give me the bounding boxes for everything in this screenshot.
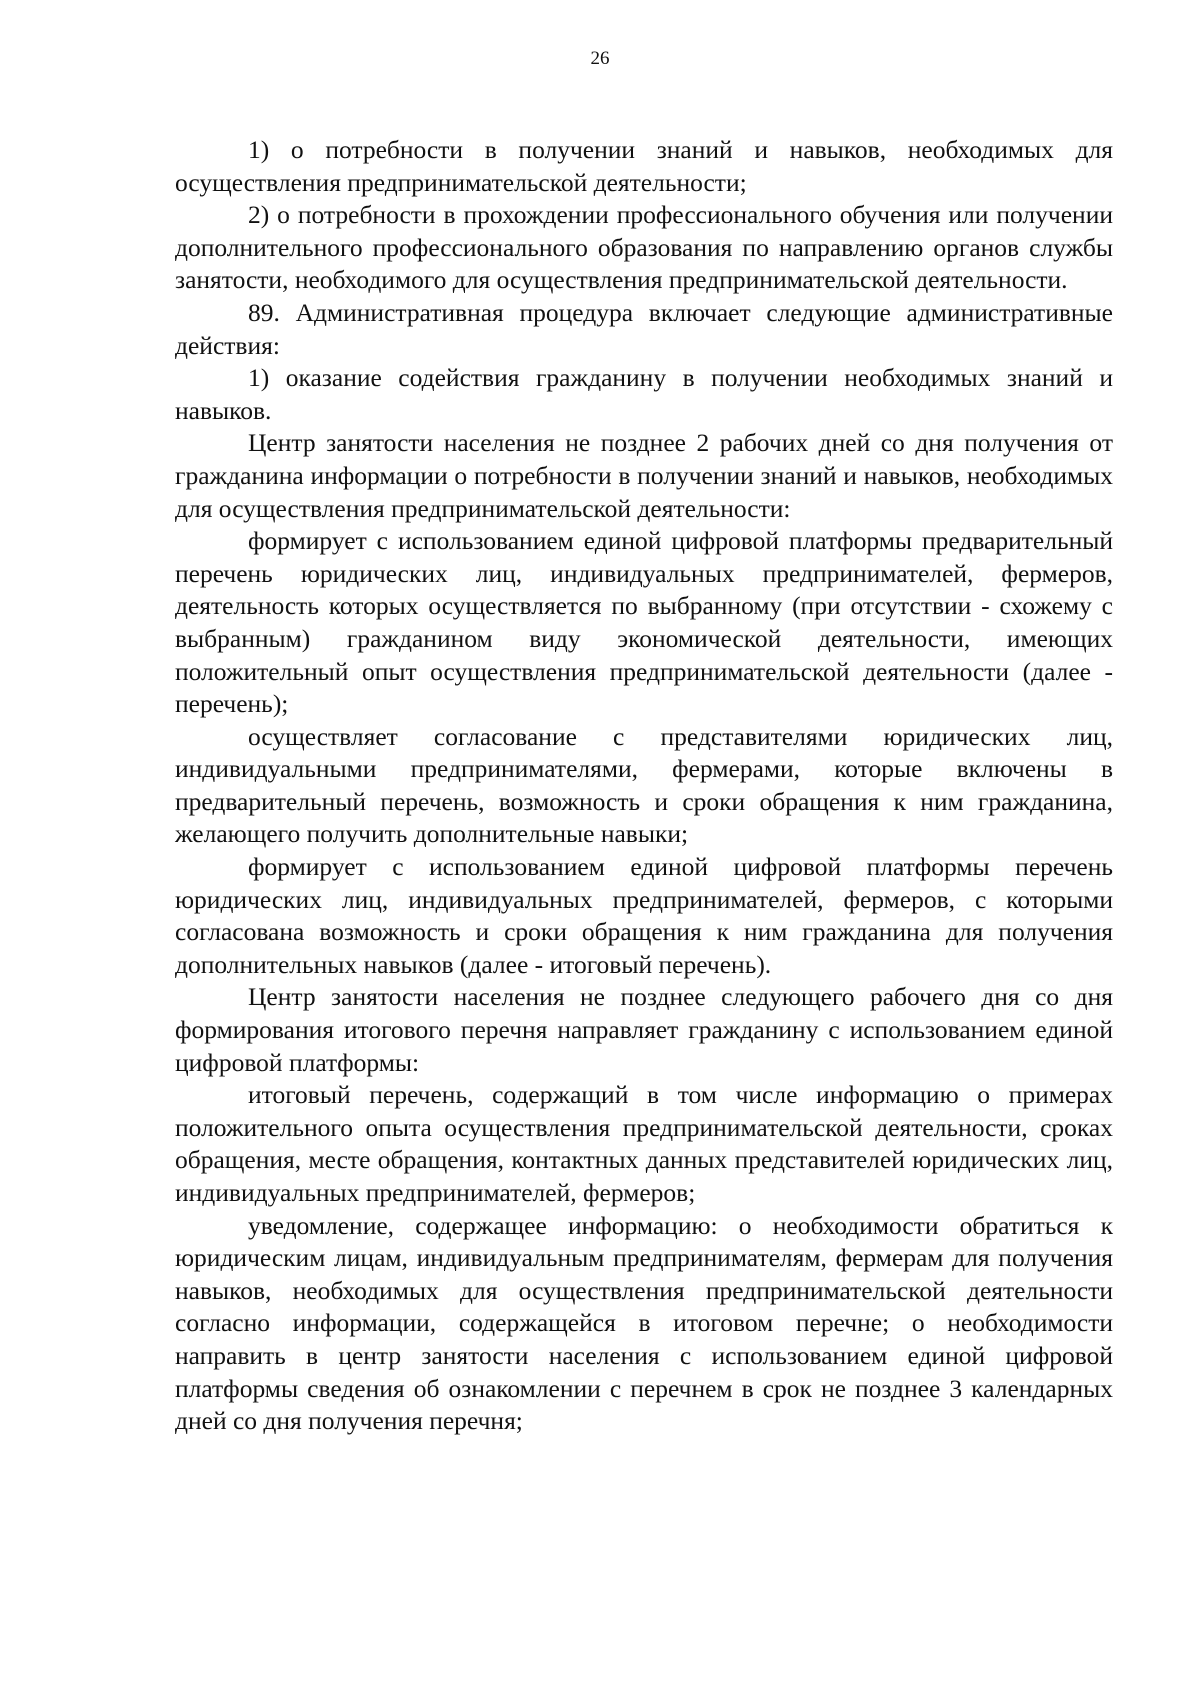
paragraph-notification: уведомление, содержащее информацию: о необходимости обратиться к юридическим лицам, индивидуальным предпринимателям, фермерам для получения навыков, необходимых для осуществления предпринимательской деятельности согласно информации, содержащейся в итоговом перечне; о необходимости направить в центр занятости населения с использованием единой цифровой платформы сведения об ознакомлении с перечнем в срок не позднее 3 календарных дней со дня получения перечня;	[175, 1210, 1113, 1436]
paragraph-item-2-training: 2) о потребности в прохождении профессионального обучения или получении дополнительного профессионального образования по направлению органов службы занятости, необходимого для осуществления предпринимательской деятельности.	[175, 200, 1113, 295]
paragraph-coordination: осуществляет согласование с представителями юридических лиц, индивидуальными предпринимателями, фермерами, которые включены в предварительный перечень, возможность и сроки обращения к ним гражданина, желающего получить дополнительные навыки;	[175, 721, 1113, 849]
paragraph-item-1-knowledge: 1) о потребности в получении знаний и навыков, необходимых для осуществления предпринимательской деятельности;	[175, 135, 1113, 197]
paragraph-clause-89: 89. Административная процедура включает следующие административные действия:	[175, 297, 1113, 360]
paragraph-forms-final-list: формирует с использованием единой цифровой платформы перечень юридических лиц, индивидуальных предпринимателей, фермеров, с которыми согласована возможность и сроки обращения к ним гражданина для получения дополнительных навыков (далее - итоговый перечень).	[175, 852, 1113, 979]
paragraph-forms-preliminary-list: формирует с использованием единой цифровой платформы предварительный перечень юридических лиц, индивидуальных предпринимателей, фермеров, деятельность которых осуществляется по выбранному (при отсутствии - схожему с выбранным) гражданином виду экономической деятельности, имеющих положительный опыт осуществления предпринимательской деятельности (далее - перечень);	[175, 526, 1113, 719]
paragraph-final-list-content: итоговый перечень, содержащий в том числе информацию о примерах положительного опыта осуществления предпринимательской деятельности, сроках обращения, месте обращения, контактных данных представителей юридических лиц, индивидуальных предпринимателей, фермеров;	[175, 1080, 1113, 1207]
document-body	[175, 134, 1113, 1438]
paragraph-action-1: 1) оказание содействия гражданину в получении необходимых знаний и навыков.	[175, 363, 1113, 425]
paragraph-employment-center-deadline: Центр занятости населения не позднее 2 рабочих дней со дня получения от гражданина информации о потребности в получении знаний и навыков, необходимых для осуществления предпринимательской деятельности:	[175, 428, 1113, 523]
page-number: 26	[590, 48, 610, 69]
paragraph-sends-to-citizen: Центр занятости населения не позднее следующего рабочего дня со дня формирования итогового перечня направляет гражданину с использованием единой цифровой платформы:	[175, 982, 1113, 1077]
